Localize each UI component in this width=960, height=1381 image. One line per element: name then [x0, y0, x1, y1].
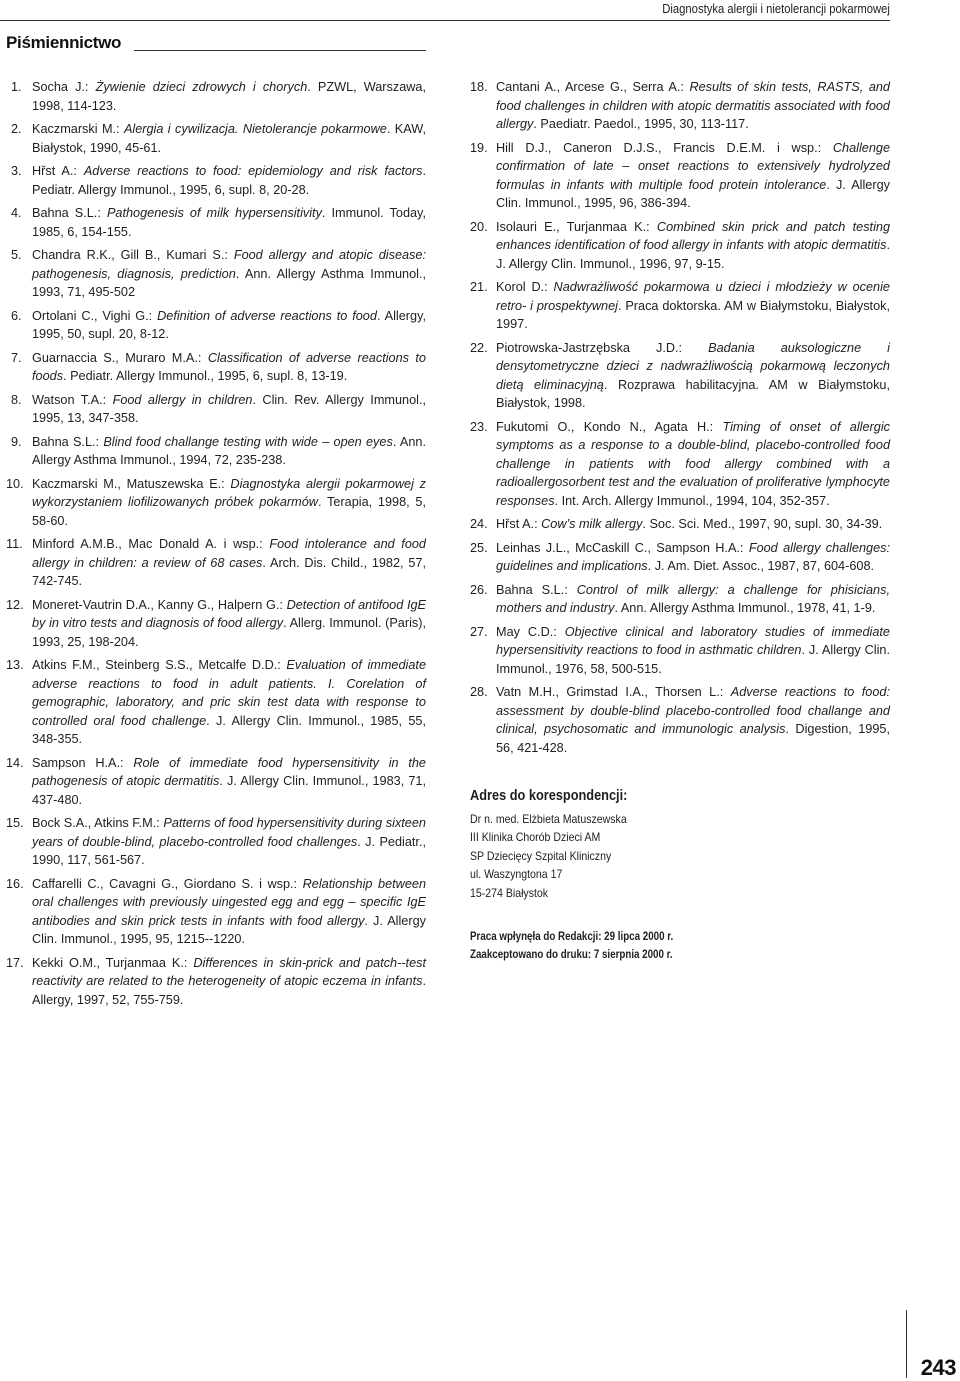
- reference-source: . Rozprawa habilitacyjna. AM w Białymstoku, Białystok, 1998.: [496, 377, 890, 410]
- reference-authors: Kekki O.M., Turjanmaa K.:: [32, 955, 194, 970]
- reference-item: [6, 954, 426, 1010]
- reference-authors: Atkins F.M., Steinberg S.S., Metcalfe D.D.:: [32, 658, 287, 672]
- reference-authors: Hřst A.:: [496, 517, 542, 531]
- reference-number: 19.: [470, 140, 488, 155]
- reference-authors: Isolauri E., Turjanmaa K.:: [496, 219, 657, 234]
- reference-item: [6, 349, 426, 386]
- section-title: Piśmiennictwo: [6, 33, 122, 52]
- reference-title: Diagnostyka alergii pokarmowej z wykorzystaniem liofilizowanych próbek pokarmów: [32, 476, 426, 509]
- reference-title: Pathogenesis of milk hypersensitivity: [106, 206, 322, 220]
- reference-authors: Chandra R.K., Gill B., Kumari S.:: [32, 248, 234, 262]
- reference-title: Blind food challange testing with wide – open eyes: [103, 434, 393, 449]
- reference-number: 4.: [11, 206, 22, 220]
- reference-source: . J. Allergy Clin. Immunol., 1996, 97, 9-15.: [496, 238, 890, 271]
- reference-authors: Korol D.:: [496, 280, 554, 294]
- reference-authors: Cantani A., Arcese G., Serra A.:: [496, 80, 690, 94]
- reference-item: [6, 535, 426, 591]
- reference-authors: Watson T.A.:: [32, 392, 113, 407]
- reference-source: . J. Pediatr., 1990, 117, 561-567.: [32, 834, 426, 867]
- reference-source: . Int. Arch. Allergy Immunol., 1994, 104, 352-357.: [554, 493, 830, 508]
- received-date: Praca wpłynęła do Redakcji: 29 lipca 2000 r.: [470, 931, 674, 943]
- reference-title: Evaluation of immediate adverse reactions to food in adult patients. I. Corelation of gemographic, laboratory, and pric skin test data with response to controlled oral food challenge: [32, 658, 426, 728]
- reference-authors: Bahna S.L.:: [496, 582, 577, 597]
- reference-number: 27.: [470, 624, 488, 639]
- reference-item: [6, 754, 426, 810]
- reference-title: Role of immediate food hypersensitivity in the pathogenesis of atopic dermatitis: [32, 755, 426, 788]
- reference-source: . Pediatr. Allergy Immunol., 1995, 6, supl. 8, 20-28.: [32, 164, 426, 197]
- reference-item: [470, 139, 890, 213]
- reference-number: 12.: [6, 597, 24, 612]
- reference-item: [6, 656, 426, 749]
- reference-title: Challenge confirmation of late – onset reactions to extensively hydrolyzed formulas in infants with multiple food protein intolerance: [496, 140, 890, 192]
- reference-authors: Sampson H.A.:: [32, 755, 134, 770]
- reference-title: Alergia i cywilizacja. Nietolerancje pokarmowe: [123, 122, 387, 136]
- reference-number: 26.: [470, 582, 488, 597]
- reference-source: . J. Allergy Clin. Immunol., 1995, 96, 386-394.: [496, 177, 890, 210]
- reference-item: [6, 475, 426, 531]
- reference-item: [6, 204, 426, 241]
- reference-number: 23.: [470, 419, 488, 434]
- reference-number: 13.: [6, 658, 24, 672]
- reference-title: Cow’s milk allergy: [541, 517, 643, 531]
- reference-number: 25.: [470, 540, 488, 555]
- reference-source: . Ann. Allergy Asthma Immunol., 1994, 72, 235-238.: [32, 434, 427, 467]
- reference-title: Food allergy and atopic disease: pathogenesis, diagnosis, prediction: [32, 248, 426, 281]
- reference-title: Detection of antifood IgE by in vitro tests and diagnosis of food allergy: [32, 597, 427, 630]
- reference-authors: Kaczmarski M.:: [32, 122, 124, 136]
- reference-list-right: [470, 78, 890, 757]
- reference-number: 28.: [470, 685, 488, 699]
- reference-number: 3.: [11, 164, 22, 178]
- reference-number: 1.: [11, 80, 22, 94]
- reference-authors: Ortolani C., Vighi G.:: [32, 308, 158, 323]
- reference-source: . Terapia, 1998, 5, 58-60.: [32, 495, 427, 528]
- reference-source: . J. Am. Diet. Assoc., 1987, 87, 604-608.: [647, 559, 875, 573]
- reference-item: [6, 814, 426, 870]
- reference-authors: Bahna S.L.:: [32, 206, 107, 220]
- reference-authors: Caffarelli C., Cavagni G., Giordano S. i wsp.:: [32, 876, 303, 891]
- reference-source: . Allergy, 1997, 52, 755-759.: [32, 974, 426, 1007]
- reference-authors: Vatn M.H., Grimstad I.A., Thorsen L.:: [496, 685, 731, 699]
- reference-authors: Piotrowska-Jastrzębska J.D.:: [496, 340, 709, 355]
- left-column: [6, 78, 426, 1014]
- reference-number: 2.: [11, 122, 22, 136]
- reference-title: Definition of adverse reactions to food: [157, 308, 377, 323]
- correspondence-title: Adres do korespondencji:: [470, 788, 628, 804]
- reference-item: [470, 581, 890, 618]
- reference-title: Food allergy in children: [112, 392, 253, 407]
- reference-item: [470, 539, 890, 576]
- reference-number: 14.: [6, 755, 24, 770]
- page-number: 243: [920, 1355, 956, 1380]
- reference-number: 8.: [11, 392, 22, 407]
- reference-title: Nadwrażliwość pokarmowa u dzieci i młodzieży w ocenie retro- i prospektywnej: [496, 280, 890, 313]
- reference-source: . Clin. Rev. Allergy Immunol., 1995, 13, 347-358.: [32, 392, 426, 425]
- reference-title: Patterns of food hypersensitivity during sixteen years of double-blind, placebo-controlled food challenges: [32, 816, 426, 849]
- reference-authors: Bock S.A., Atkins F.M.:: [32, 816, 164, 830]
- reference-number: 7.: [11, 350, 22, 365]
- reference-item: [470, 623, 890, 679]
- reference-number: 5.: [11, 248, 22, 262]
- reference-number: 11.: [6, 537, 23, 551]
- reference-number: 6.: [11, 308, 22, 323]
- reference-item: [6, 433, 426, 470]
- reference-source: . Allergy, 1995, 50, supl. 20, 8-12.: [32, 308, 427, 341]
- reference-source: . Arch. Dis. Child., 1982, 57, 742-745.: [32, 555, 427, 588]
- reference-item: [6, 307, 426, 344]
- reference-authors: Bahna S.L.:: [32, 434, 104, 449]
- reference-item: [470, 278, 890, 334]
- reference-authors: Minford A.M.B., Mac Donald A. i wsp.:: [32, 537, 270, 551]
- reference-title: Adverse reactions to food: assessment by double-blind placebo-controlled food challange and clinical, psychosomatic and immunologic analysis: [496, 685, 890, 736]
- reference-title: Differences in skin-prick and patch--test reactivity are related to the heterogeneity of atopic eczema in infants: [32, 955, 427, 988]
- correspondence-line: 15-274 Białystok: [470, 885, 549, 900]
- reference-title: Objective clinical and laboratory studies of immediate hypersensitivity reactions to food in asthmatic children: [496, 624, 890, 657]
- reference-source: . J. Allergy Clin. Immunol., 1985, 55, 348-355.: [32, 713, 426, 746]
- reference-authors: Hřst A.:: [32, 164, 84, 178]
- correspondence-line: Dr n. med. Elżbieta Matuszewska: [470, 811, 627, 826]
- reference-authors: Kaczmarski M., Matuszewska E.:: [32, 476, 231, 491]
- reference-title: Relationship between oral challenges with previously uingested egg and egg – specific IgE antibodies and skin prick tests in infants with food allergy: [32, 876, 426, 928]
- reference-source: . Allerg. Immunol. (Paris), 1993, 25, 198-204.: [32, 616, 427, 649]
- reference-source: . PZWL, Warszawa, 1998, 114-123.: [32, 80, 427, 113]
- reference-title: Timing of onset of allergic symptoms as a response to a double-blind, placebo-controlled food challenge in patients with food allergy combined with a radioallergosorbent test and the evaluation of proliferative lymphocyte responses: [496, 419, 890, 508]
- correspondence-block: [470, 787, 890, 902]
- reference-source: . Praca doktorska. AM w Białymstoku, Białystok, 1997.: [496, 298, 891, 331]
- accepted-date: Zaakceptowano do druku: 7 sierpnia 2000 r.: [470, 949, 673, 961]
- reference-source: . Pediatr. Allergy Immunol., 1995, 6, supl. 8, 13-19.: [63, 369, 348, 383]
- reference-source: . Immunol. Today, 1985, 6, 154-155.: [32, 206, 426, 239]
- page-number-rule: [906, 1310, 907, 1378]
- reference-title: Żywienie dzieci zdrowych i chorych: [95, 80, 308, 94]
- reference-authors: Hill D.J., Caneron D.J.S., Francis D.E.M. i wsp.:: [496, 140, 833, 155]
- reference-source: . Soc. Sci. Med., 1997, 90, supl. 30, 34-39.: [642, 517, 883, 531]
- reference-source: . Ann. Allergy Asthma Immunol., 1978, 41, 1-9.: [614, 601, 876, 615]
- reference-source: . Digestion, 1995, 56, 421-428.: [496, 722, 890, 755]
- reference-title: Food intolerance and food allergy in children: a review of 68 cases: [32, 537, 426, 570]
- header-rule: [0, 20, 890, 21]
- reference-title: Combined skin prick and patch testing enhances identification of food allergy in infants with atopic dermatitis: [496, 219, 890, 252]
- correspondence-line: ul. Waszyngtona 17: [470, 867, 563, 881]
- reference-item: [6, 391, 426, 428]
- reference-item: [470, 418, 890, 511]
- reference-source: . Paediatr. Paedol., 1995, 30, 113-117.: [533, 117, 749, 131]
- reference-source: . J. Allergy Clin. Immunol., 1983, 71, 437-480.: [32, 774, 426, 807]
- reference-item: [470, 515, 890, 534]
- reference-authors: May C.D.:: [496, 624, 565, 639]
- reference-number: 20.: [470, 219, 488, 234]
- reference-number: 10.: [6, 476, 24, 491]
- reference-number: 21.: [470, 280, 488, 294]
- reference-authors: Fukutomi O., Kondo N., Agata H.:: [496, 419, 723, 434]
- reference-list-left: [6, 78, 426, 1009]
- reference-title: Badania auksologiczne i densytometryczne dzieci z nadwrażliwością pokarmową leczonych dietą eliminacyjną: [496, 340, 890, 392]
- correspondence-line: SP Dziecięcy Szpital Kliniczny: [470, 848, 612, 863]
- reference-title: Food allergy challenges: guidelines and implications: [496, 540, 890, 573]
- reference-title: Results of skin tests, RASTS, and food challenges in children with atopic dermatitis associated with food allergy: [496, 80, 890, 131]
- reference-item: [470, 339, 890, 413]
- reference-number: 22.: [470, 340, 488, 355]
- reference-item: [6, 875, 426, 949]
- reference-item: [6, 120, 426, 157]
- reference-source: . J. Allergy Clin. Immunol., 1976, 58, 500-515.: [496, 643, 890, 676]
- reference-authors: Leinhas J.L., McCaskill C., Sampson H.A.:: [496, 540, 749, 555]
- reference-item: [6, 162, 426, 199]
- running-head: Diagnostyka alergii i nietolerancji pokarmowej: [662, 2, 890, 16]
- reference-number: 15.: [6, 816, 24, 830]
- right-column: [470, 78, 890, 964]
- reference-item: [6, 596, 426, 652]
- correspondence-line: III Klinika Chorób Dzieci AM: [470, 830, 601, 844]
- reference-title: Adverse reactions to food: epidemiology and risk factors: [83, 164, 423, 178]
- reference-number: 17.: [6, 955, 24, 970]
- reference-source: . J. Allergy Clin. Immunol., 1995, 95, 1215--1220.: [32, 913, 426, 946]
- reference-number: 9.: [11, 434, 22, 449]
- reference-source: . KAW, Białystok, 1990, 45-61.: [32, 122, 426, 155]
- reference-authors: Socha J.:: [32, 80, 96, 94]
- reference-number: 24.: [470, 517, 488, 531]
- reference-title: Control of milk allergy: a challenge for phisicians, mothers and industry: [496, 582, 890, 615]
- reference-item: [470, 683, 890, 757]
- reference-title: Classification of adverse reactions to foods: [32, 350, 426, 383]
- reference-item: [6, 246, 426, 302]
- reference-number: 18.: [470, 80, 488, 94]
- reference-source: . Ann. Allergy Asthma Immunol., 1993, 71, 495-502: [32, 266, 426, 299]
- reference-authors: Guarnaccia S., Muraro M.A.:: [32, 350, 208, 365]
- title-rule: [134, 50, 426, 51]
- reference-item: [6, 78, 426, 115]
- reference-number: 16.: [6, 876, 24, 891]
- reference-item: [470, 78, 890, 134]
- reference-authors: Moneret-Vautrin D.A., Kanny G., Halpern G.:: [32, 597, 287, 612]
- received-dates: [470, 928, 827, 964]
- reference-item: [470, 218, 890, 274]
